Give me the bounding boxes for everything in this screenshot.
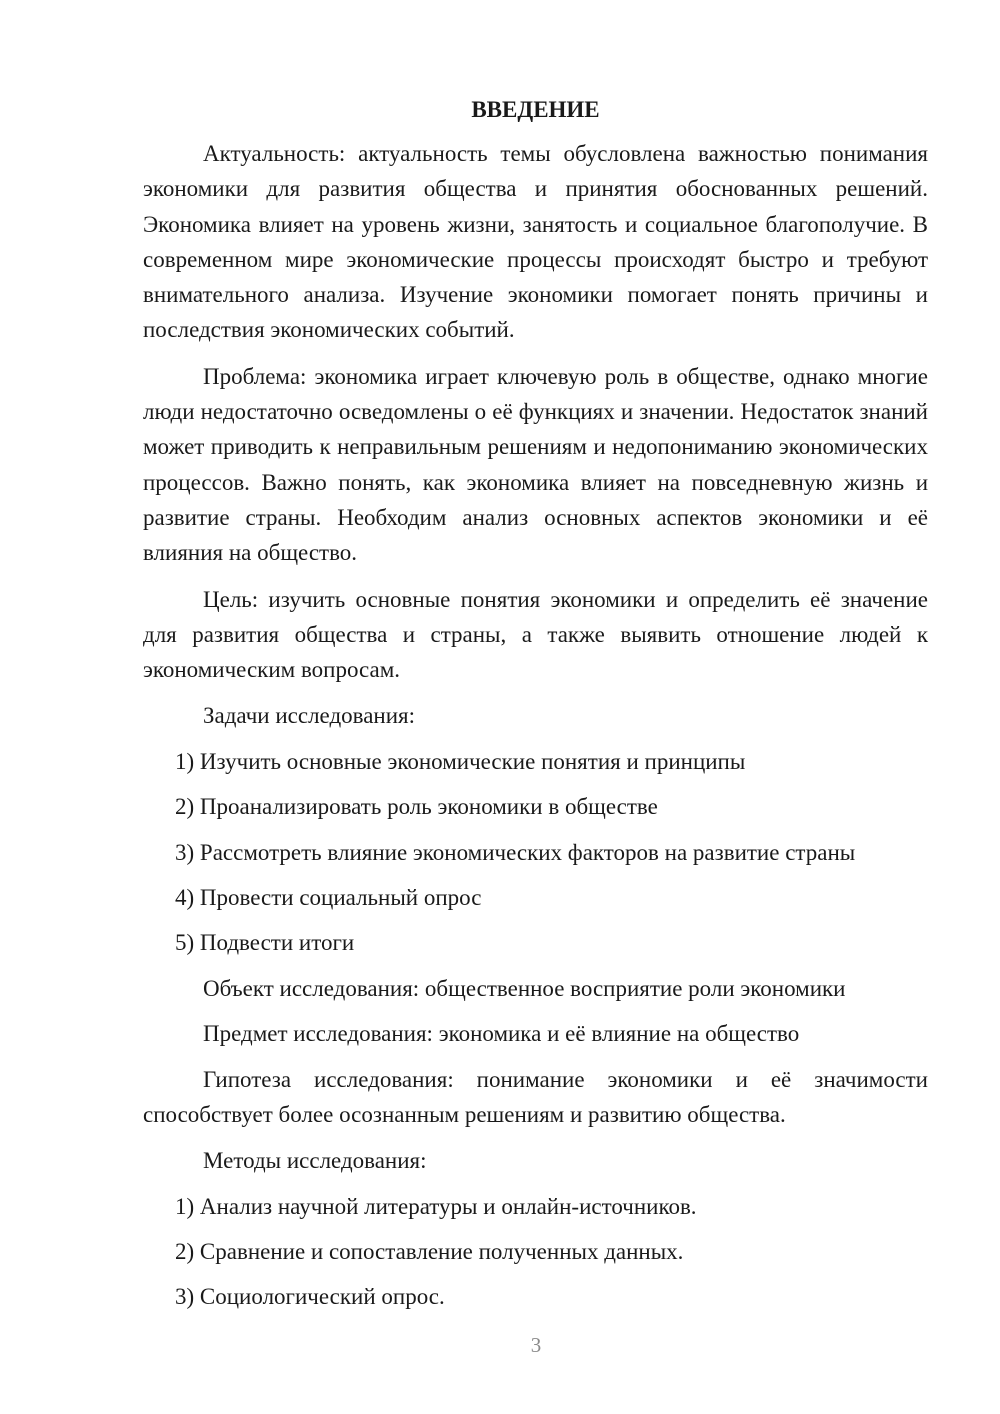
list-item: 2) Сравнение и сопоставление полученных данных. <box>175 1238 684 1264</box>
relevance-paragraph: Актуальность: актуальность темы обусловлена важностью понимания экономики для развития общества и принятия обоснованных решений. Экономика влияет на уровень жизни, занятость и социальное благополучие. В современном мире экономические процессы происходят быстро и требуют внимательного анализа. Изучение экономики помогает понять причины и последствия экономических событий. <box>143 141 928 343</box>
methods-list <box>143 1189 928 1315</box>
page-number: 3 <box>530 1333 542 1357</box>
tasks-heading: Задачи исследования: <box>203 703 416 729</box>
page-title: ВВЕДЕНИЕ <box>471 97 600 122</box>
list-item: 4) Провести социальный опрос <box>175 885 482 911</box>
list-item: 5) Подвести итоги <box>175 930 355 956</box>
research-object: Объект исследования: общественное восприятие роли экономики <box>203 975 846 1001</box>
hypothesis-paragraph: Гипотеза исследования: понимание экономики и её значимости способствует более осознанным решениям и развитию общества. <box>143 1066 928 1127</box>
list-item: 3) Социологический опрос. <box>175 1284 445 1310</box>
list-item: 1) Изучить основные экономические понятия и принципы <box>175 748 746 774</box>
methods-heading: Методы исследования: <box>203 1148 427 1174</box>
list-item: 2) Проанализировать роль экономики в обществе <box>175 794 658 820</box>
list-item: 1) Анализ научной литературы и онлайн-источников. <box>175 1193 697 1219</box>
page-content <box>143 92 928 1325</box>
list-item: 3) Рассмотреть влияние экономических факторов на развитие страны <box>175 839 856 865</box>
research-subject: Предмет исследования: экономика и её влияние на общество <box>203 1021 800 1047</box>
problem-paragraph: Проблема: экономика играет ключевую роль в обществе, однако многие люди недостаточно осведомлены о её функциях и значении. Недостаток знаний может приводить к неправильным решениям и недопониманию экономических процессов. Важно понять, как экономика влияет на повседневную жизнь и развитие страны. Необходим анализ основных аспектов экономики и её влияния на общество. <box>143 363 928 566</box>
tasks-list <box>143 744 928 961</box>
goal-paragraph: Цель: изучить основные понятия экономики и определить её значение для развития общества и страны, а также выявить отношение людей к экономическим вопросам. <box>143 586 928 683</box>
